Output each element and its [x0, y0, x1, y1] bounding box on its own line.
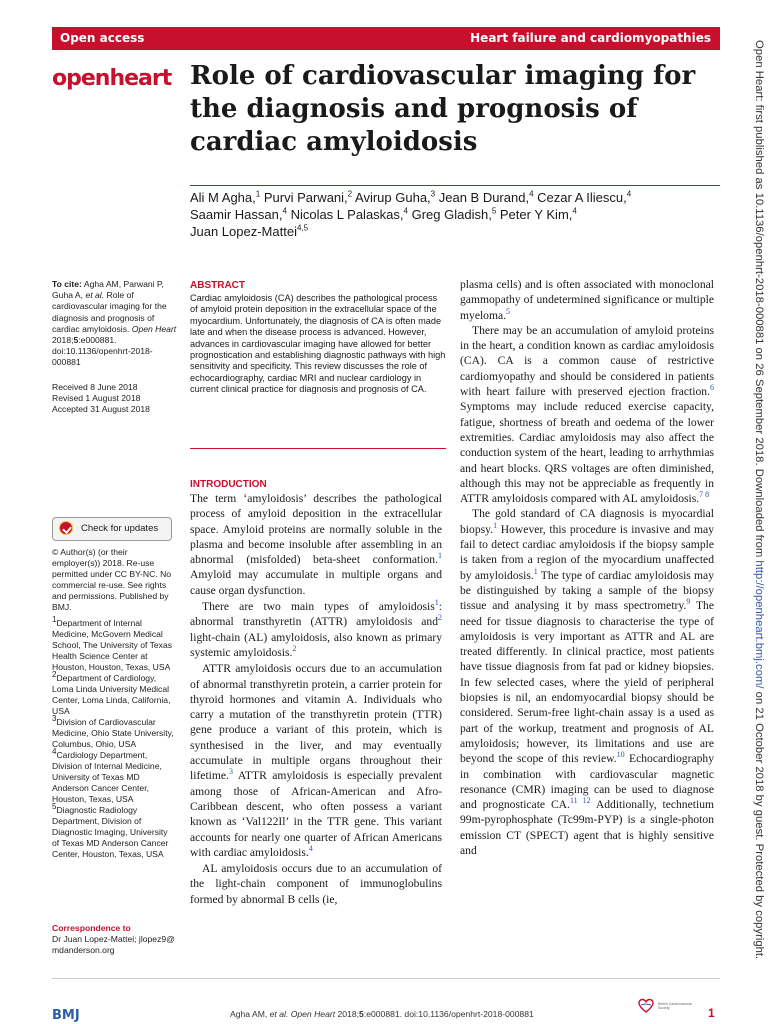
author-affiliation: 4 [626, 189, 632, 199]
author-list [190, 189, 700, 240]
author-affiliation: 4 [282, 206, 287, 216]
citation-ref: 2 [438, 613, 442, 623]
citation-ref: 1 [533, 566, 538, 576]
citation-ref: 5 [506, 306, 511, 316]
download-notice: Open Heart: first published as 10.1136/openhrt-2018-000881 on 26 September 2018. Downloaded from http://openheart.bmj.com/ on 21 October 2018 by guest. Protected by copyright. [753, 40, 765, 960]
paragraph: There are two main types of amyloidosis$^1$: abnormal transthyretin (ATTR) amyloidosis and$^2$ light-chain (AL) amyloidosis, also known as primary systemic amyloidosis.$^2$ [190, 598, 442, 659]
article-title: Role of cardiovascular imaging for the diagnosis and prognosis of cardiac amyloidosis [190, 61, 696, 157]
author-affiliation: 4 [572, 206, 577, 216]
correspondence-heading: Correspondence to [52, 923, 131, 933]
affiliation: $^3$Division of Cardiovascular Medicine, Ohio State University, Columbus, Ohio, USA [52, 714, 174, 749]
citation-sidebar [52, 279, 177, 415]
author-affiliation: 4 [529, 189, 534, 199]
introduction-heading: INTRODUCTION [190, 479, 267, 490]
author-affiliation: 4,5 [296, 223, 309, 233]
author-name: Greg Gladish, [411, 207, 492, 222]
author-name: Peter Y Kim, [499, 207, 573, 222]
abstract-text: Cardiac amyloidosis (CA) describes the pathological process of amyloid protein deposition in the extracellular space of the myocardium. Unfortunately, the diagnosis of CA is often made late and when the disease process is advanced. However, advances in cardiovascular imaging have allowed for better prognostication and establishing diagnostic pathways with high sensitivity and specificity. This review discusses the role of echocardiography, cardiac MRI and nuclear cardiology in current clinical practice for diagnosis and prognosis of CA. [190, 293, 446, 395]
affiliation: $^5$Diagnostic Radiology Department, Division of Diagnostic Imaging, University of Texas MD Anderson Cancer Center, Houston, Texas, USA [52, 802, 169, 859]
citation-ref: 3 [228, 767, 233, 777]
author-affiliation: 4 [403, 206, 408, 216]
author-affiliation: 2 [347, 189, 353, 199]
paragraph: The term ‘amyloidosis’ describes the pathological process of amyloid deposition in the extracellular space. Amyloid proteins are normally soluble in the plasma and become insoluble after assembling in an abnormal (misfolded) beta-sheet conformation.$^1$ Amyloid may accumulate in multiple organs and cause organ dysfunction. [190, 492, 442, 597]
paragraph: plasma cells) and is often associated with monoclonal gammopathy of undetermined significance or multiple myeloma.$^5$ [460, 278, 714, 322]
author-name: Avirup Guha, [355, 190, 431, 205]
paragraph: There may be an accumulation of amyloid proteins in the heart, a condition known as cardiac amyloidosis (CA). CA is a common cause of restrictive cardiomyopathy and should be considered in patients with heart failure with preserved ejection fraction.$^6$ Symptoms may include reduced exercise capacity, fatigue, shortness of breath and oedema of the lower extremities. Cardiac amyloidosis may also affect the conduction system of the heart, leading to arrhythmias and heart blocks. QRS voltages are often diminished, although this may not be appreciable as frequently in ATTR amyloidosis compared with AL amyloidosis.$^{7 8}$ [460, 323, 714, 506]
copyright-and-affiliations [52, 547, 177, 860]
paragraph: The gold standard of CA diagnosis is myocardial biopsy.$^1$ However, this procedure is invasive and may fail to detect cardiac amyloidosis if the biopsy sample is taken from a region of the myocardium unaffected by amyloidosis.$^1$ The type of cardiac amyloidosis may be distinguished by taking a sample of the biopsy tissue and analysing it by mass spectrometry.$^9$ The need for tissue diagnosis to characterise the type of amyloidosis is very important as ATTR and AL are treated differently. In clinical practice, most patients have tissue diagnosis from fat pad or kidney biopsies. In few selected cases, where the yield of peripheral biopsies is nil, an endomyocardial biopsy should be considered. Serum-free light-chain assay is a used as part of the workup, treatment and prognosis of AL amyloidosis; however, its limitations and use are beyond the scope of this review.$^{10}$ Echocardiography in combination with cardiovascular magnetic resonance (CMR) imaging can be used to diagnose and prognosticate CA.$^{11 12}$ Additionally, technetium 99m-pyrophosphate (Tc99m-PYP) is a single-photon emission CT (SPECT) agent that is highly sensitive and [460, 507, 715, 857]
citation-ref: 11 12 [569, 796, 591, 806]
footer-divider [52, 978, 720, 979]
author-name: Cezar A Iliescu, [537, 190, 627, 205]
citation-ref: 7 8 [699, 490, 710, 500]
footer-citation: Agha AM, et al. Open Heart 2018;5:e000881. doi:10.1136/openhrt-2018-000881 [230, 1009, 534, 1019]
paragraph: ATTR amyloidosis occurs due to an accumulation of abnormal transthyretin protein, a carrier protein for thyroid hormones and vitamin A. Individuals who carry a mutation of the transthyretin protein (TTR) gene produce a variant of this protein, which is synthesised in the liver, and may eventually accumulate in multiple organs throughout their lifetime.$^3$ ATTR amyloidosis is especially prevalent among those of African-American and Afro-Caribbean descent, who often possess a variant known as ‘Val122Il’ in the TTR gene. This variant accounts for nearly one quarter of African Americans with cardiac amyloidosis.$^4$ [190, 662, 442, 859]
author-name: Nicolas L Palaskas, [290, 207, 404, 222]
received-date: Received 8 June 2018 [52, 381, 138, 392]
citation-ref: 2 [292, 644, 297, 654]
right-column [460, 277, 714, 858]
author-name: Juan Lopez-Mattei [190, 224, 297, 239]
open-access-label: Open access [60, 31, 145, 45]
paragraph: AL amyloidosis occurs due to an accumulation of the light-chain component of immunoglobulins formed by abnormal B cells (ie, [190, 862, 442, 906]
publisher-logo[interactable]: BMJ [52, 1008, 80, 1023]
author-name: Ali M Agha, [190, 190, 256, 205]
abstract-heading: ABSTRACT [190, 280, 245, 291]
citation-ref: 1 [493, 520, 498, 530]
citation-ref: 4 [308, 843, 313, 853]
citation-ref: 6 [710, 383, 714, 393]
author-name: Purvi Parwani, [263, 190, 348, 205]
citation-ref: 10 [616, 750, 625, 760]
revised-date: Revised 1 August 2018 [52, 392, 141, 403]
abstract-divider [190, 448, 446, 449]
citation-ref: 9 [686, 597, 691, 607]
title-divider [190, 185, 720, 186]
author-name: Jean B Durand, [438, 190, 530, 205]
abstract-section [190, 280, 446, 396]
author-affiliation: 5 [491, 206, 497, 216]
openheart-link[interactable]: http://openheart.bmj.com/ [753, 560, 765, 689]
introduction-section [190, 479, 442, 907]
correspondence [52, 923, 177, 956]
check-updates-label: Check for updates [81, 523, 159, 534]
page-number: 1 [708, 1006, 715, 1020]
society-logo-text: British Cardiovascular Society [658, 1002, 693, 1010]
section-banner [52, 27, 720, 50]
author-name: Saamir Hassan, [190, 207, 283, 222]
heart-icon [638, 998, 654, 1014]
affiliation: $^2$Department of Cardiology, Loma Linda University Medical Center, Loma Linda, California, USA [52, 670, 171, 716]
affiliation: $^4$Cardiology Department, Division of Internal Medicine, University of Texas MD Anderson Cancer Center, Houston, Texas, USA [52, 747, 162, 804]
affiliation: $^1$Department of Internal Medicine, McGovern Medical School, The University of Texas Health Science Center at Houston, Houston, Texas, USA [52, 615, 173, 672]
check-for-updates-button[interactable] [52, 517, 172, 541]
correspondence-text: Dr Juan Lopez-Mattei; jlopez9@ mdanderson.org [52, 934, 175, 955]
author-affiliation: 1 [255, 189, 261, 199]
accepted-date: Accepted 31 August 2018 [52, 404, 150, 415]
society-logo [638, 996, 698, 1020]
section-category-label: Heart failure and cardiomyopathies [470, 31, 711, 45]
check-updates-icon [59, 521, 73, 535]
journal-logo[interactable]: openheart [52, 66, 172, 91]
how-to-cite: To cite: Agha AM, Parwani P, Guha A, et al. Role of cardiovascular imaging for the diagnosis and prognosis of cardiac amyloidosis. Open Heart 2018;5:e000881. doi:10.1136/openhrt-2018-000881 [52, 279, 177, 368]
author-affiliation: 3 [430, 189, 436, 199]
copyright-notice: © Author(s) (or their employer(s)) 2018. Re-use permitted under CC BY-NC. No commercial re-use. See rights and permissions. Published by BMJ. [52, 547, 172, 612]
citation-ref: 1 [438, 551, 442, 561]
citation-ref: 1 [434, 598, 439, 608]
